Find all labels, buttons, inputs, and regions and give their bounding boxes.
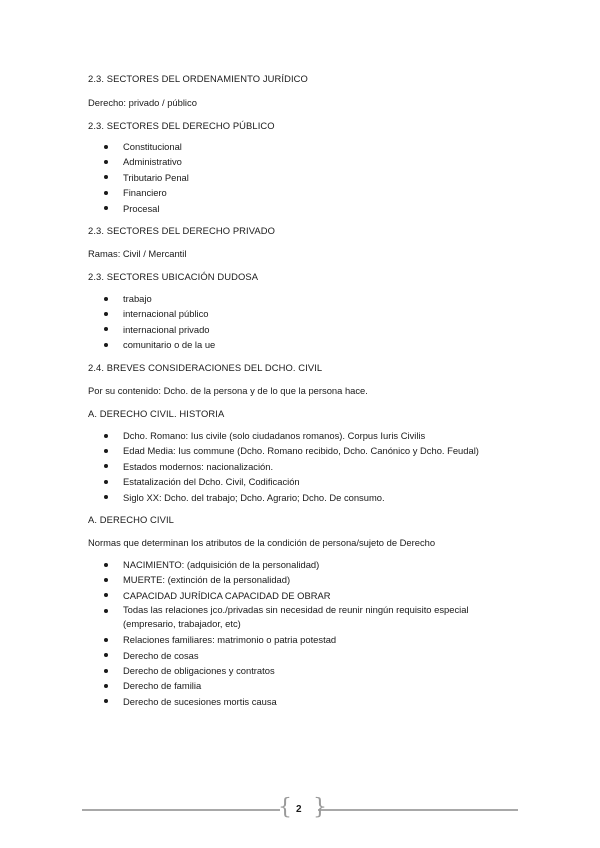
footer-divider-right <box>318 809 518 811</box>
left-brace-icon: { <box>278 795 292 820</box>
section-heading: 2.3. SECTORES DEL ORDENAMIENTO JURÍDICO <box>88 73 308 84</box>
section-heading: A. DERECHO CIVIL. HISTORIA <box>88 408 225 419</box>
list-item: Edad Media: Ius commune (Dcho. Romano recibido, Dcho. Canónico y Dcho. Feudal) <box>88 443 518 458</box>
list-item: Tributario Penal <box>88 170 518 185</box>
bullet-icon <box>104 699 108 703</box>
right-brace-icon: } <box>313 795 327 820</box>
bullet-list <box>88 557 518 709</box>
bullet-icon <box>104 449 108 453</box>
section-text: Ramas: Civil / Mercantil <box>88 248 187 259</box>
bullet-icon <box>104 327 108 331</box>
bullet-icon <box>104 653 108 657</box>
bullet-icon <box>104 206 108 210</box>
section-heading: 2.4. BREVES CONSIDERACIONES DEL DCHO. CIVIL <box>88 362 323 373</box>
bullet-icon <box>104 343 108 347</box>
list-item: Dcho. Romano: Ius civile (solo ciudadanos romanos). Corpus Iuris Civilis <box>88 428 518 443</box>
bullet-icon <box>104 175 108 179</box>
list-item: Administrativo <box>88 154 518 169</box>
list-item: Derecho de sucesiones mortis causa <box>88 694 518 709</box>
bullet-icon <box>104 669 108 673</box>
list-item: Constitucional <box>88 139 518 154</box>
bullet-list <box>88 139 518 216</box>
section-text: Por su contenido: Dcho. de la persona y de lo que la persona hace. <box>88 385 368 396</box>
list-item: NACIMIENTO: (adquisición de la personalidad) <box>88 557 518 572</box>
bullet-icon <box>104 145 108 149</box>
section-heading: 2.3. SECTORES DEL DERECHO PRIVADO <box>88 225 276 236</box>
bullet-icon <box>104 480 108 484</box>
list-item: Derecho de obligaciones y contratos <box>88 663 518 678</box>
bullet-icon <box>104 638 108 642</box>
list-item: Todas las relaciones jco./privadas sin necesidad de reunir ningún requisito especial (empresario, trabajador, etc) <box>88 603 518 632</box>
section-heading: A. DERECHO CIVIL <box>88 514 174 525</box>
bullet-icon <box>104 464 108 468</box>
list-item: Financiero <box>88 185 518 200</box>
list-item: comunitario o de la ue <box>88 337 518 352</box>
section-text: Derecho: privado / público <box>88 97 197 108</box>
list-item: MUERTE: (extinción de la personalidad) <box>88 572 518 587</box>
footer-divider-left <box>82 809 280 811</box>
bullet-icon <box>104 609 108 613</box>
section-heading: 2.3. SECTORES DEL DERECHO PÚBLICO <box>88 120 275 131</box>
bullet-icon <box>104 297 108 301</box>
list-item: Estatalización del Dcho. Civil, Codificación <box>88 474 518 489</box>
list-item: Estados modernos: nacionalización. <box>88 459 518 474</box>
section-text: Normas que determinan los atributos de la condición de persona/sujeto de Derecho <box>88 537 436 548</box>
list-item: internacional público <box>88 306 518 321</box>
bullet-icon <box>104 191 108 195</box>
list-item: Relaciones familiares: matrimonio o patria potestad <box>88 632 518 647</box>
list-item: Derecho de cosas <box>88 648 518 663</box>
bullet-icon <box>104 312 108 316</box>
list-item: trabajo <box>88 291 518 306</box>
section-heading: 2.3. SECTORES UBICACIÓN DUDOSA <box>88 271 259 282</box>
list-item: Procesal <box>88 201 518 216</box>
bullet-icon <box>104 684 108 688</box>
bullet-icon <box>104 563 108 567</box>
list-item: internacional privado <box>88 322 518 337</box>
list-item: CAPACIDAD JURÍDICA CAPACIDAD DE OBRAR <box>88 588 518 603</box>
bullet-icon <box>104 434 108 438</box>
list-item: Derecho de familia <box>88 678 518 693</box>
list-item: Siglo XX: Dcho. del trabajo; Dcho. Agrario; Dcho. De consumo. <box>88 490 518 505</box>
bullet-list <box>88 428 518 505</box>
bullet-icon <box>104 578 108 582</box>
bullet-icon <box>104 495 108 499</box>
page-number: 2 <box>296 804 302 815</box>
bullet-list <box>88 291 518 353</box>
bullet-icon <box>104 593 108 597</box>
bullet-icon <box>104 160 108 164</box>
